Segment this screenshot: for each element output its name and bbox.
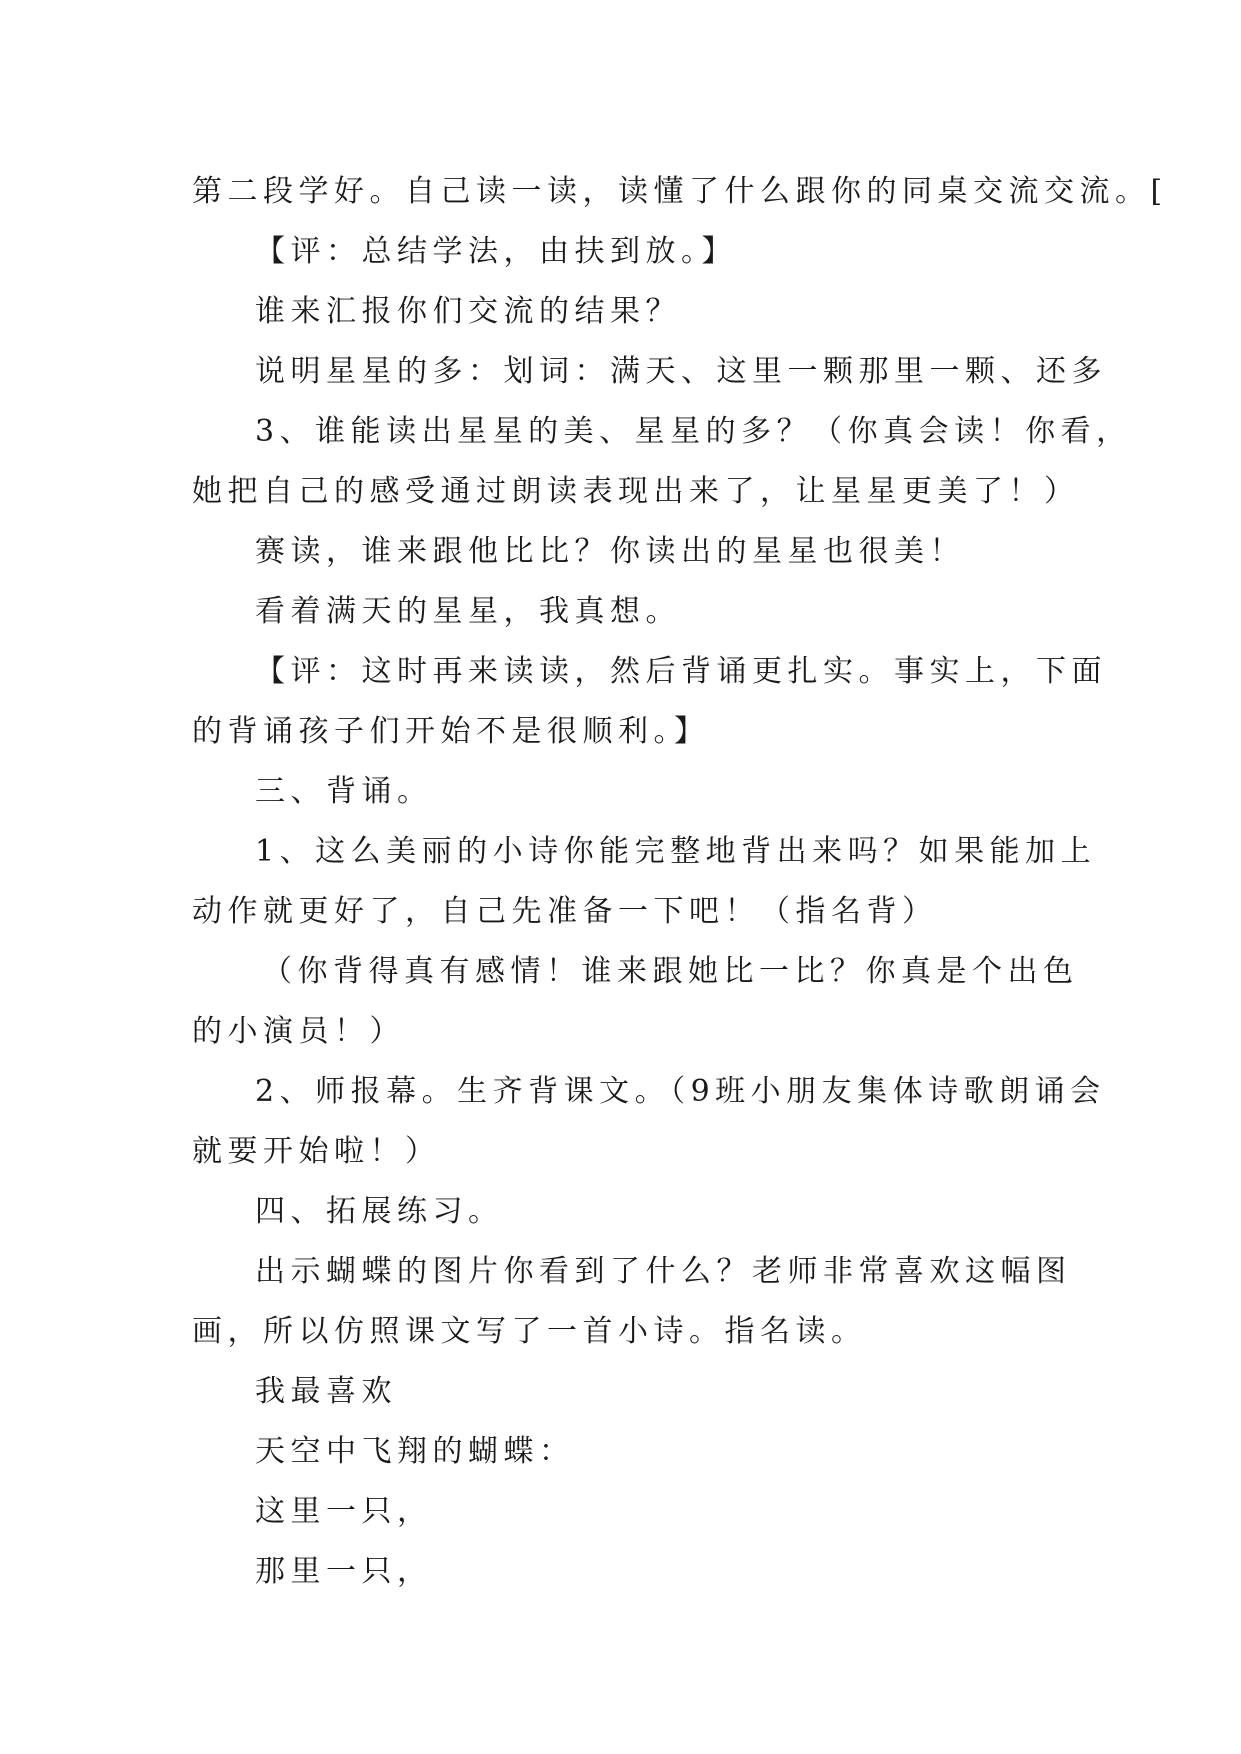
paragraph-line: 动作就更好了，自己先准备一下吧！（指名背） bbox=[192, 894, 938, 929]
paragraph-line: 第二段学好。自己读一读，读懂了什么跟你的同桌交流交流。[ bbox=[192, 174, 1168, 209]
paragraph-line: 3、谁能读出星星的美、星星的多？（你真会读！你看， bbox=[255, 414, 1132, 449]
comment-line: 【评：这时再来读读，然后背诵更扎实。事实上，下面 bbox=[255, 654, 1107, 689]
paragraph-line: （你背得真有感情！谁来跟她比一比？你真是个出色 bbox=[262, 954, 1079, 989]
poem-line: 天空中飞翔的蝴蝶： bbox=[255, 1434, 575, 1469]
poem-line: 我最喜欢 bbox=[255, 1374, 397, 1409]
poem-line: 那里一只， bbox=[255, 1554, 433, 1589]
paragraph-line: 就要开始啦！） bbox=[192, 1134, 441, 1169]
paragraph-line: 谁来汇报你们交流的结果？ bbox=[255, 294, 681, 329]
paragraph-line: 画，所以仿照课文写了一首小诗。指名读。 bbox=[192, 1314, 867, 1349]
comment-line: 的背诵孩子们开始不是很顺利。】 bbox=[192, 714, 710, 749]
paragraph-line: 说明星星的多：划词：满天、这里一颗那里一颗、还多 bbox=[255, 354, 1107, 389]
paragraph-line: 的小演员！） bbox=[192, 1014, 405, 1049]
paragraph-line: 她把自己的感受通过朗读表现出来了，让星星更美了！） bbox=[192, 474, 1080, 509]
section-heading: 四、拓展练习。 bbox=[255, 1194, 504, 1229]
paragraph-line: 1、这么美丽的小诗你能完整地背出来吗？如果能加上 bbox=[255, 834, 1097, 869]
paragraph-line: 2、师报幕。生齐背课文。（9班小朋友集体诗歌朗诵会 bbox=[255, 1074, 1106, 1109]
paragraph-line: 赛读，谁来跟他比比？你读出的星星也很美！ bbox=[255, 534, 965, 569]
comment-line: 【评：总结学法，由扶到放。】 bbox=[255, 234, 737, 269]
poem-line: 这里一只， bbox=[255, 1494, 433, 1529]
section-heading: 三、背诵。 bbox=[255, 774, 433, 809]
paragraph-line: 看着满天的星星，我真想。 bbox=[255, 594, 681, 629]
paragraph-line: 出示蝴蝶的图片你看到了什么？老师非常喜欢这幅图 bbox=[255, 1254, 1072, 1289]
